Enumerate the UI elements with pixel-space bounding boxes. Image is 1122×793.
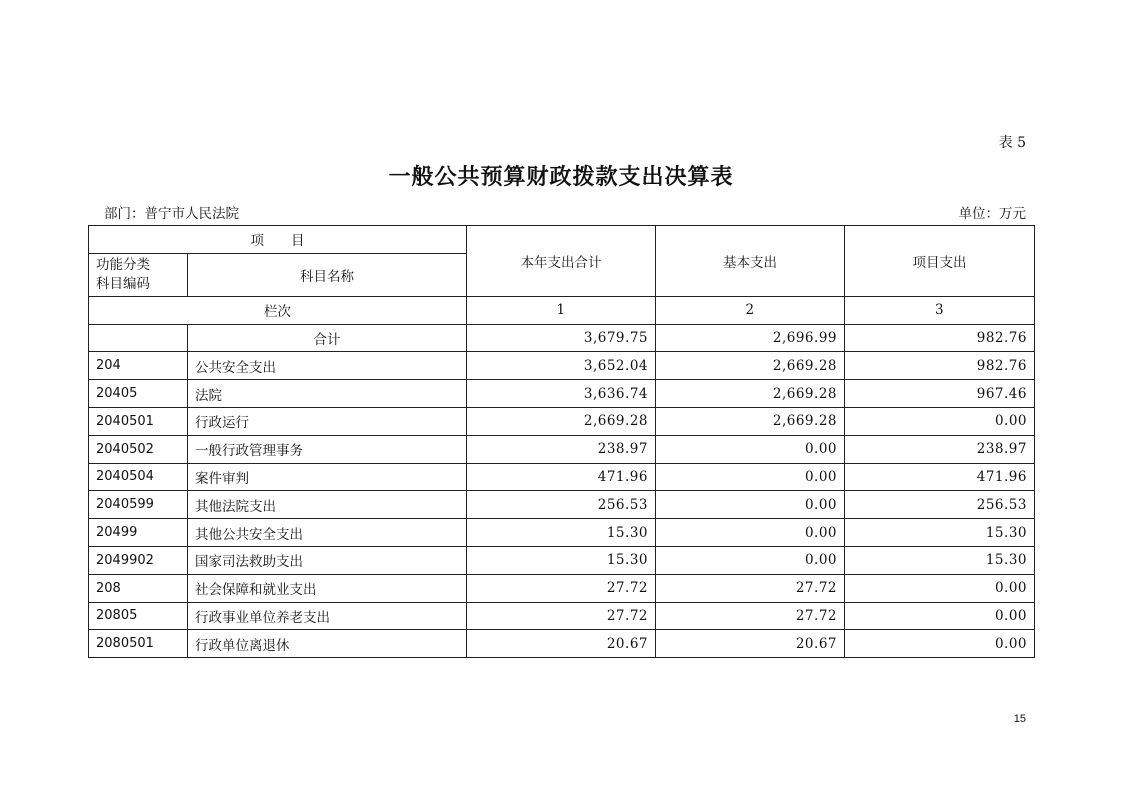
row-basic: 0.00 [656,463,845,491]
table-row [89,574,1035,602]
summary-project: 982.76 [845,324,1035,352]
row-name: 行政单位离退休 [188,630,467,658]
table-row [89,630,1035,658]
page-title: 一般公共预算财政拨款支出决算表 [388,165,734,190]
row-code: 20499 [89,519,188,547]
row-name: 法院 [188,380,467,408]
row-name: 行政运行 [188,407,467,435]
row-project: 967.46 [845,380,1035,408]
row-total: 238.97 [467,435,656,463]
row-code: 20805 [89,602,188,630]
row-project: 471.96 [845,463,1035,491]
row-project: 0.00 [845,574,1035,602]
header-name: 科目名称 [188,253,467,296]
row-code: 2040502 [89,435,188,463]
column-index-label: 栏次 [89,296,467,324]
row-total: 20.67 [467,630,656,658]
unit-label: 单位：万元 [958,206,1026,222]
row-name: 行政事业单位养老支出 [188,602,467,630]
row-code: 2049902 [89,546,188,574]
row-project: 0.00 [845,407,1035,435]
row-project: 982.76 [845,352,1035,380]
row-code: 208 [89,574,188,602]
row-basic: 27.72 [656,602,845,630]
department-label: 部门：普宁市人民法院 [104,206,239,222]
summary-basic: 2,696.99 [656,324,845,352]
row-project: 0.00 [845,602,1035,630]
row-name: 案件审判 [188,463,467,491]
table-row [89,407,1035,435]
row-basic: 0.00 [656,491,845,519]
row-total: 27.72 [467,574,656,602]
row-basic: 0.00 [656,435,845,463]
row-code: 2040599 [89,491,188,519]
table-number-label: 表 5 [998,135,1026,151]
row-total: 471.96 [467,463,656,491]
row-project: 15.30 [845,519,1035,547]
header-basic: 基本支出 [656,226,845,297]
summary-total: 3,679.75 [467,324,656,352]
row-basic: 2,669.28 [656,352,845,380]
table-row [89,435,1035,463]
table-row [89,519,1035,547]
row-basic: 2,669.28 [656,407,845,435]
row-name: 社会保障和就业支出 [188,574,467,602]
column-index-row [89,296,1035,324]
row-basic: 27.72 [656,574,845,602]
row-total: 3,652.04 [467,352,656,380]
row-name: 其他公共安全支出 [188,519,467,547]
table-row [89,380,1035,408]
row-code: 2080501 [89,630,188,658]
row-basic: 20.67 [656,630,845,658]
table-row [89,602,1035,630]
row-name: 国家司法救助支出 [188,546,467,574]
header-code [89,253,188,296]
table-row [89,491,1035,519]
column-index-1: 1 [467,296,656,324]
row-basic: 2,669.28 [656,380,845,408]
row-total: 15.30 [467,546,656,574]
column-index-3: 3 [845,296,1035,324]
row-name: 公共安全支出 [188,352,467,380]
column-index-2: 2 [656,296,845,324]
table-row [89,463,1035,491]
row-name: 一般行政管理事务 [188,435,467,463]
row-total: 27.72 [467,602,656,630]
row-code: 204 [89,352,188,380]
expenditure-table [88,225,1035,658]
row-total: 256.53 [467,491,656,519]
row-basic: 0.00 [656,546,845,574]
row-project: 238.97 [845,435,1035,463]
row-name: 其他法院支出 [188,491,467,519]
header-code-line2: 科目编码 [96,275,150,292]
row-code: 2040504 [89,463,188,491]
row-project: 15.30 [845,546,1035,574]
header-item: 项 目 [89,226,467,254]
row-basic: 0.00 [656,519,845,547]
row-total: 2,669.28 [467,407,656,435]
row-project: 0.00 [845,630,1035,658]
summary-label: 合计 [188,324,467,352]
summary-code-cell [89,324,188,352]
row-total: 15.30 [467,519,656,547]
row-code: 20405 [89,380,188,408]
page-number: 15 [1013,713,1026,725]
row-code: 2040501 [89,407,188,435]
row-project: 256.53 [845,491,1035,519]
header-code-line1: 功能分类 [96,256,150,273]
table-row [89,546,1035,574]
summary-row [89,324,1035,352]
row-total: 3,636.74 [467,380,656,408]
header-total: 本年支出合计 [467,226,656,297]
header-project: 项目支出 [845,226,1035,297]
header-row-1 [89,226,1035,254]
table-row [89,352,1035,380]
